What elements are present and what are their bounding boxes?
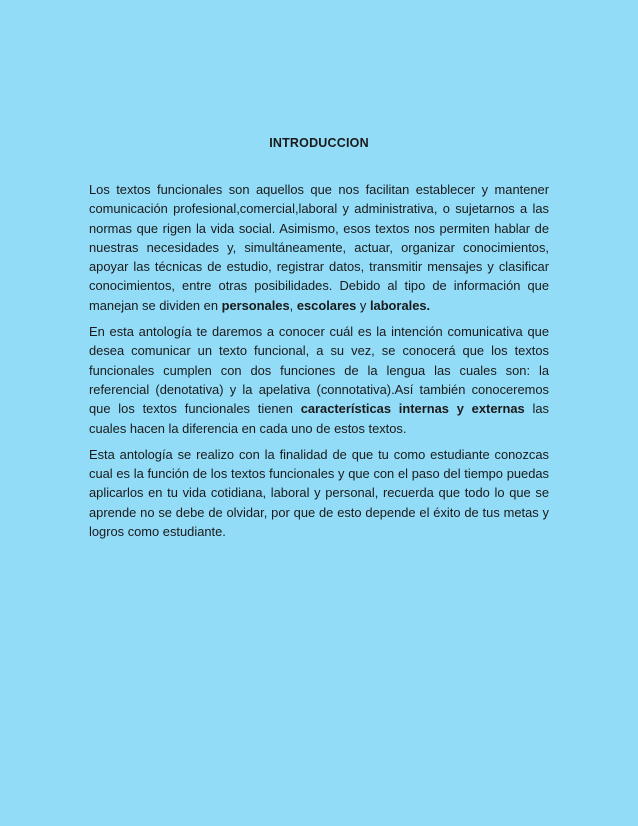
paragraph-2-text-a: En esta antología te daremos a conocer cuál es la intención comunicativa que desea comunicar un texto funcional, a su vez, se conocerá que los textos funcionales cumplen con dos funciones de la lengua las cuales son: la referencial (denotativa) y la apelativa (connotativa).Así también conoceremos que los textos funcionales tienen: [89, 324, 549, 417]
paragraph-3: Esta antología se realizo con la finalidad de que tu como estudiante conozcas cual es la función de los textos funcionales y que con el paso del tiempo puedas aplicarlos en tu vida cotidiana, laboral y personal, recuerda que todo lo que se aprende no se debe de olvidar, por que de esto depende el éxito de tus metas y logros como estudiante.: [89, 446, 549, 540]
page-title: INTRODUCCION: [269, 136, 369, 150]
paragraph-1-text-b: ,: [289, 297, 297, 313]
paragraph-1-text-a: Los textos funcionales son aquellos que nos facilitan establecer y mantener comunicación profesional,comercial,laboral y administrativa, o sujetarnos a las normas que rigen la vida social. Asimismo, esos textos nos permiten hablar de nuestras necesidades y, simultáneamente, actuar, organizar conocimientos, apoyar las técnicas de estudio, registrar datos, transmitir mensajes y clasificar conocimientos, entre otras posibilidades. Debido al tipo de información que manejan se dividen en: [89, 182, 549, 313]
document-body: [89, 180, 549, 548]
paragraph-1: [89, 180, 549, 315]
term-caracteristicas: características internas y externas: [300, 401, 525, 417]
paragraph-1-text-c: y: [356, 297, 370, 313]
term-personales: personales: [221, 297, 290, 313]
paragraph-2-text-b: las cuales hacen la diferencia en cada uno de estos textos.: [89, 401, 549, 436]
term-escolares: escolares: [296, 297, 357, 313]
term-laborales: laborales.: [369, 297, 431, 313]
paragraph-2: [89, 322, 549, 438]
